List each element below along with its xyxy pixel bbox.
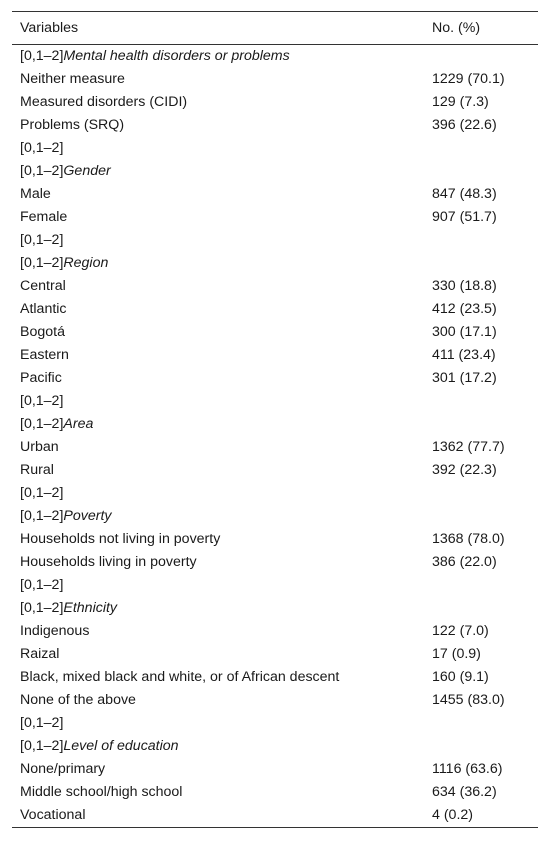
- table-row: [12, 275, 538, 298]
- row-prefix: [0,1–2]: [20, 163, 64, 179]
- value-cell: [424, 482, 538, 505]
- row-prefix: [0,1–2]: [20, 140, 64, 156]
- variable-cell: Atlantic: [20, 301, 67, 317]
- spacer-row: [12, 229, 538, 252]
- variable-cell: Measured disorders (CIDI): [20, 94, 188, 110]
- table-row: [12, 551, 538, 574]
- header-variables: Variables: [12, 12, 424, 45]
- variable-cell: Eastern: [20, 347, 69, 363]
- table-body: [12, 45, 538, 828]
- value-cell: 1116 (63.6): [432, 761, 503, 777]
- section-header-row: [12, 160, 538, 183]
- row-prefix: [0,1–2]: [20, 508, 64, 524]
- table-row: [12, 91, 538, 114]
- value-cell: 160 (9.1): [432, 669, 489, 685]
- variable-cell: Urban: [20, 439, 59, 455]
- variable-cell: None of the above: [20, 692, 136, 708]
- variable-cell: [12, 597, 424, 620]
- spacer-row: [12, 137, 538, 160]
- row-prefix: [0,1–2]: [20, 416, 64, 432]
- section-header-row: [12, 45, 538, 69]
- value-cell: [424, 413, 538, 436]
- table-row: [12, 298, 538, 321]
- value-cell: 1229 (70.1): [432, 71, 505, 87]
- section-header-row: [12, 252, 538, 275]
- row-prefix: [0,1–2]: [20, 48, 64, 64]
- value-cell: [424, 229, 538, 252]
- section-label: Poverty: [63, 508, 112, 524]
- variable-cell: [12, 505, 424, 528]
- variable-cell: [12, 229, 424, 252]
- table-row: [12, 758, 538, 781]
- value-cell: 396 (22.6): [432, 117, 497, 133]
- value-cell: [424, 252, 538, 275]
- table-row: [12, 68, 538, 91]
- header-row: [12, 12, 538, 45]
- value-cell: [424, 137, 538, 160]
- variable-cell: Bogotá: [20, 324, 65, 340]
- value-cell: [424, 597, 538, 620]
- value-cell: [424, 390, 538, 413]
- value-cell: 4 (0.2): [424, 804, 538, 828]
- value-cell: 17 (0.9): [432, 646, 481, 662]
- spacer-row: [12, 482, 538, 505]
- value-cell: 634 (36.2): [432, 784, 497, 800]
- section-label: Region: [63, 255, 109, 271]
- variable-cell: Middle school/high school: [20, 784, 183, 800]
- value-cell: 1362 (77.7): [432, 439, 505, 455]
- variable-cell: Households not living in poverty: [20, 531, 221, 547]
- section-header-row: [12, 735, 538, 758]
- section-label: Gender: [63, 163, 111, 179]
- variable-cell: Female: [20, 209, 68, 225]
- table-row: [12, 689, 538, 712]
- section-label: Level of education: [63, 738, 179, 754]
- value-cell: 301 (17.2): [432, 370, 497, 386]
- value-cell: [424, 712, 538, 735]
- row-prefix: [0,1–2]: [20, 485, 64, 501]
- table-row: [12, 321, 538, 344]
- table-row: [12, 666, 538, 689]
- value-cell: 847 (48.3): [432, 186, 497, 202]
- spacer-row: [12, 712, 538, 735]
- variable-cell: [12, 712, 424, 735]
- variable-cell: [12, 252, 424, 275]
- table-row: [12, 367, 538, 390]
- variable-cell: None/primary: [20, 761, 106, 777]
- variable-cell: [12, 45, 424, 69]
- table-header: [12, 12, 538, 45]
- section-label: Mental health disorders or problems: [63, 48, 290, 64]
- variable-cell: Problems (SRQ): [20, 117, 125, 133]
- spacer-row: [12, 390, 538, 413]
- row-prefix: [0,1–2]: [20, 255, 64, 271]
- section-header-row: [12, 597, 538, 620]
- section-label: Ethnicity: [63, 600, 118, 616]
- table-row: [12, 643, 538, 666]
- row-prefix: [0,1–2]: [20, 600, 64, 616]
- value-cell: 129 (7.3): [432, 94, 489, 110]
- value-cell: [424, 574, 538, 597]
- value-cell: [424, 45, 538, 69]
- table-row: [12, 114, 538, 137]
- header-value: No. (%): [424, 12, 538, 45]
- variable-cell: [12, 735, 424, 758]
- value-cell: 300 (17.1): [432, 324, 497, 340]
- table-row: [12, 183, 538, 206]
- value-cell: 386 (22.0): [432, 554, 497, 570]
- variable-cell: [12, 390, 424, 413]
- value-cell: 330 (18.8): [432, 278, 497, 294]
- table-row: [12, 344, 538, 367]
- row-prefix: [0,1–2]: [20, 577, 64, 593]
- value-cell: 122 (7.0): [432, 623, 489, 639]
- section-header-row: [12, 505, 538, 528]
- variable-cell: [12, 137, 424, 160]
- variable-cell: Indigenous: [20, 623, 90, 639]
- table-row: [12, 459, 538, 482]
- value-cell: [424, 505, 538, 528]
- variable-cell: Neither measure: [20, 71, 125, 87]
- table-row: [12, 620, 538, 643]
- variable-cell: [12, 574, 424, 597]
- value-cell: 392 (22.3): [432, 462, 497, 478]
- table-row: [12, 781, 538, 804]
- table-row: [12, 206, 538, 229]
- section-header-row: [12, 413, 538, 436]
- value-cell: 412 (23.5): [432, 301, 497, 317]
- variable-cell: Vocational: [12, 804, 424, 828]
- value-cell: 907 (51.7): [432, 209, 497, 225]
- variables-table: [12, 11, 538, 828]
- variable-cell: Pacific: [20, 370, 62, 386]
- row-prefix: [0,1–2]: [20, 715, 64, 731]
- table-row: [12, 528, 538, 551]
- value-cell: 411 (23.4): [432, 347, 496, 363]
- value-cell: [424, 160, 538, 183]
- variable-cell: Households living in poverty: [20, 554, 197, 570]
- section-label: Area: [63, 416, 94, 432]
- row-prefix: [0,1–2]: [20, 738, 64, 754]
- value-cell: [424, 735, 538, 758]
- table-row: [12, 436, 538, 459]
- variable-cell: Black, mixed black and white, or of African descent: [20, 669, 340, 685]
- variable-cell: Male: [20, 186, 51, 202]
- value-cell: 1455 (83.0): [432, 692, 505, 708]
- variable-cell: Rural: [20, 462, 54, 478]
- value-cell: 1368 (78.0): [432, 531, 505, 547]
- row-prefix: [0,1–2]: [20, 393, 64, 409]
- spacer-row: [12, 574, 538, 597]
- row-prefix: [0,1–2]: [20, 232, 64, 248]
- variable-cell: [12, 482, 424, 505]
- variable-cell: [12, 160, 424, 183]
- variable-cell: [12, 413, 424, 436]
- variable-cell: Raizal: [20, 646, 60, 662]
- variable-cell: Central: [20, 278, 66, 294]
- table-row: [12, 804, 538, 828]
